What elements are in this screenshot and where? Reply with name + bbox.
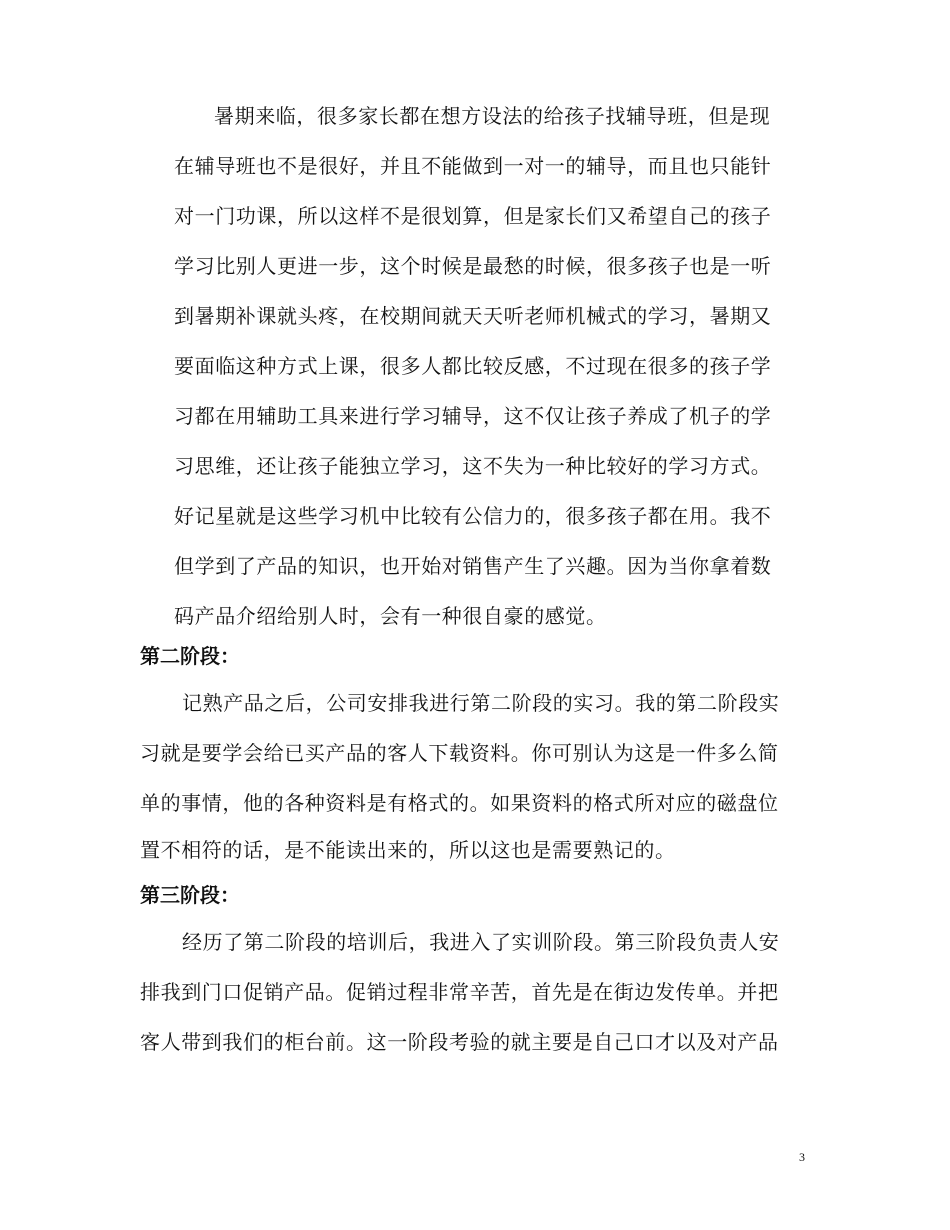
paragraph-3-line-3: 客人带到我们的柜台前。这一阶段考验的就主要是自己口才以及对产品 bbox=[140, 1030, 779, 1054]
paragraph-1-line-9: 好记星就是这些学习机中比较有公信力的，很多孩子都在用。我不 bbox=[174, 504, 772, 528]
paragraph-3-line-2: 排我到门口促销产品。促销过程非常辛苦，首先是在街边发传单。并把 bbox=[140, 980, 779, 1004]
section-heading-stage-3: 第三阶段： bbox=[140, 883, 240, 907]
paragraph-2-line-3: 单的事情，他的各种资料是有格式的。如果资料的格式所对应的磁盘位 bbox=[140, 791, 779, 815]
paragraph-2-line-4: 置不相符的话，是不能读出来的，所以这也是需要熟记的。 bbox=[140, 838, 676, 862]
paragraph-1-line-1: 暑期来临，很多家长都在想方设法的给孩子找辅导班，但是现 bbox=[214, 104, 771, 128]
paragraph-2-line-2: 习就是要学会给已买产品的客人下载资料。你可别认为这是一件多么简 bbox=[140, 741, 779, 765]
paragraph-1-line-2: 在辅导班也不是很好，并且不能做到一对一的辅导，而且也只能针 bbox=[174, 154, 772, 178]
paragraph-1-line-8: 习思维，还让孩子能独立学习，这不失为一种比较好的学习方式。 bbox=[174, 454, 772, 478]
paragraph-1-line-7: 习都在用辅助工具来进行学习辅导，这不仅让孩子养成了机子的学 bbox=[174, 404, 772, 428]
paragraph-1-line-11: 码产品介绍给别人时，会有一种很自豪的感觉。 bbox=[174, 604, 607, 628]
paragraph-3-line-1: 经历了第二阶段的培训后，我进入了实训阶段。第三阶段负责人安 bbox=[182, 930, 780, 954]
paragraph-2-line-1: 记熟产品之后，公司安排我进行第二阶段的实习。我的第二阶段实 bbox=[182, 691, 780, 715]
section-heading-stage-2: 第二阶段： bbox=[140, 644, 240, 668]
page-number: 3 bbox=[799, 1150, 805, 1164]
paragraph-1-line-6: 要面临这种方式上课，很多人都比较反感，不过现在很多的孩子学 bbox=[174, 354, 772, 378]
paragraph-1-line-5: 到暑期补课就头疼，在校期间就天天听老师机械式的学习，暑期又 bbox=[174, 304, 772, 328]
paragraph-1-line-10: 但学到了产品的知识，也开始对销售产生了兴趣。因为当你拿着数 bbox=[174, 554, 772, 578]
paragraph-1-line-4: 学习比别人更进一步，这个时候是最愁的时候，很多孩子也是一听 bbox=[174, 254, 772, 278]
paragraph-1-line-3: 对一门功课，所以这样不是很划算，但是家长们又希望自己的孩子 bbox=[174, 204, 772, 228]
